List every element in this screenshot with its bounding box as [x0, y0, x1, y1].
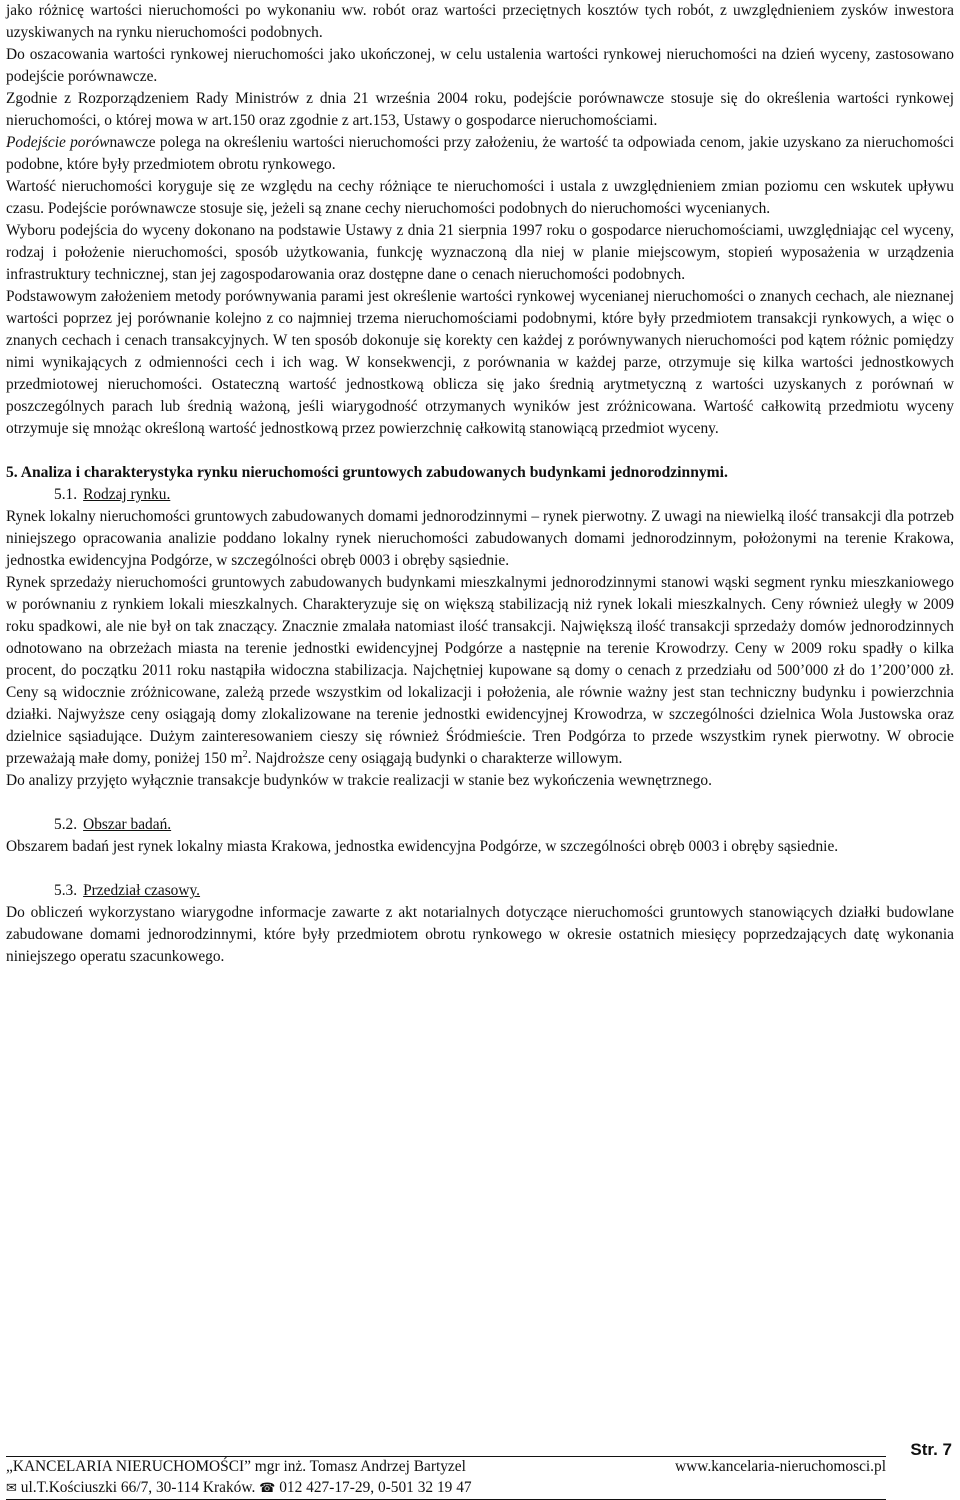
paragraph-market-analysis: [6, 572, 954, 770]
subsection-title: Rodzaj rynku.: [83, 486, 171, 503]
subsection-number: 5.1.: [54, 486, 78, 503]
page-number: Str. 7: [910, 1440, 952, 1459]
paragraph-study-area: Obszarem badań jest rynek lokalny miasta Krakowa, jednostka ewidencyjna Podgórze, w szczególności obręb 0003 i obręby sąsiednie.: [6, 838, 839, 855]
superscript: 2: [242, 748, 248, 760]
paragraph-approach-definition: [6, 132, 954, 176]
market-analysis-tail: . Najdroższe ceny osiągają budynki o charakterze willowym.: [247, 750, 623, 767]
envelope-icon: ✉: [6, 1481, 17, 1496]
website-link[interactable]: www.kancelaria-nieruchomosci.pl: [675, 1458, 886, 1475]
subsection-heading-time-range: [6, 880, 954, 902]
section-heading: 5. Analiza i charakterystyka rynku nieruchomości gruntowych zabudowanych budynkami jednorodzinnymi.: [6, 464, 728, 481]
subsection-number: 5.2.: [54, 816, 78, 833]
paragraph-valuation-difference: jako różnicę wartości nieruchomości po wykonaniu ww. robót oraz wartości przeciętnych kosztów tych robót, z uwzględnieniem zysków inwestora uzyskiwanych na rynku nieruchomości podobnych.: [6, 2, 954, 41]
paragraph-comparative-approach-choice: Do oszacowania wartości rynkowej nieruchomości jako ukończonej, w celu ustalenia wartości rynkowej nieruchomości na dzień wyceny, zastosowano podejście porównawcze.: [6, 46, 954, 85]
page-footer: [0, 1424, 960, 1500]
paragraph-approach-selection: Wyboru podejścia do wyceny dokonano na podstawie Ustawy z dnia 21 sierpnia 1997 roku o gospodarce nieruchomościami, uwzględniając cel wyceny, rodzaj i położenie nieruchomości, sposób użytkowania, funkcję wyznaczoną dla niej w planie miejscowym, stopień wyposażenia w urządzenia infrastruktury technicznej, stan jej zagospodarowania oraz dostępne dane o cenach nieruchomości podobnych.: [6, 222, 954, 283]
subsection-title: Przedział czasowy.: [83, 882, 201, 899]
paragraph-value-adjustment: Wartość nieruchomości koryguje się ze względu na cechy różniące te nieruchomości i ustala z uwzględnieniem zmian poziomu cen wskutek upływu czasu. Podejście porównawcze stosuje się, jeżeli są znane cechy nieruchomości podobnych do nieruchomości wycenianych.: [6, 178, 954, 217]
market-analysis-text: Rynek sprzedaży nieruchomości gruntowych zabudowanych budynkami mieszkalnymi jednorodzinnymi stanowi wąski segment rynku mieszkaniowego w porównaniu z rynkiem lokali mieszkalnych. Charakteryzuje się on większą stabilizacją niż rynek lokali mieszkalnych. Ceny również uległy w 2009 roku spadkowi, ale nie był on tak znaczący. Znacznie zmalała natomiast ilość transakcji. Największą ilość transakcji sprzedaży domów jednorodzinnych odnotowano na obrzeżach miasta na terenie jednostki ewidencyjnej Podgórze a następnie na terenie Krowodrzy. Ceny w 2009 roku spadły o kilka procent, do początku 2011 roku nastąpiła widoczna stabilizacja. Najchętniej kupowane są domy o cenach z przedziału od 500’000 zł do 1’200’000 zł. Ceny są widocznie zróżnicowane, zależą przede wszystkim od lokalizacji i położenia, ale równie ważny jest stan techniczny budynku i powierzchnia działki. Najwyższe ceny osiągają domy zlokalizowane na terenie jednostki ewidencyjnej Krowodrza, w szczególności dzielnica Wola Justowska oraz dzielnice sąsiadujące. Dużym zainteresowaniem cieszy się również Śródmieście. Tren Podgórza to przede wszystkim rynek pierwotny. W obrocie przeważają małe domy, poniżej 150 m: [6, 574, 954, 767]
subsection-heading-market-type: [6, 484, 954, 506]
paragraph-analysis-scope: Do analizy przyjęto wyłącznie transakcje budynków w trakcie realizacji w stanie bez wykończenia wewnętrznego.: [6, 772, 712, 789]
paragraph-regulation: Zgodnie z Rozporządzeniem Rady Ministrów z dnia 21 września 2004 roku, podejście porównawcze stosuje się do określenia wartości rynkowej nieruchomości, o której mowa w art.150 oraz zgodnie z art.153, Ustawy o gospodarce nieruchomościami.: [6, 90, 954, 129]
company-name: „KANCELARIA NIERUCHOMOŚCI” mgr inż. Tomasz Andrzej Bartyzel: [6, 1458, 466, 1475]
paragraph-pairwise-method: Podstawowym założeniem metody porównywania parami jest określenie wartości rynkowej wycenianej nieruchomości o znanych cechach, ale nieznanej wartości poprzez jej porównanie kolejno z co najmniej trzema nieruchomościami podobnymi, które były przedmiotem transakcji rynkowych, a więc o znanych cechach i cenach transakcyjnych. W ten sposób dokonuje się korekty cen każdej z porównywanych nieruchomości pod kątem różnic pomiędzy nimi wynikających z odmienności cech i ich wag. W konsekwencji, z porównania w każdej parze, otrzymuje się kilka wartości jednostkowych przedmiotowej nieruchomości. Ostateczną wartość jednostkową oblicza się jako średnią arytmetyczną z wartości uzyskanych z porównań w poszczególnych parach lub średnią ważoną, jeśli wiarygodność otrzymanych wyników jest zróżnicowana. Wartość całkowitą przedmiotu wyceny otrzymuje się mnożąc określoną wartość jednostkową przez powierzchnię całkowitą stanowiącą przedmiot wyceny.: [6, 288, 954, 437]
paragraph-local-market: Rynek lokalny nieruchomości gruntowych zabudowanych domami jednorodzinnymi – rynek pierwotny. Z uwagi na niewielką ilość transakcji dla potrzeb niniejszego opracowania analizie poddano lokalny rynek nieruchomości zabudowanych domami jednorodzinnym, położonymi na terenie Krakowa, jednostka ewidencyjna Podgórze, w szczególności obręb 0003 i obręby sąsiednie.: [6, 508, 954, 569]
subsection-heading-study-area: [6, 814, 954, 836]
footer-company-line: [6, 1456, 886, 1477]
telephone-icon: ☎: [259, 1481, 276, 1496]
footer-contact-line: [6, 1478, 886, 1500]
subsection-number: 5.3.: [54, 882, 78, 899]
italic-lead: Podejście porów: [6, 134, 110, 151]
phone-numbers: 012 427-17-29, 0-501 32 19 47: [279, 1479, 472, 1496]
subsection-title: Obszar badań.: [83, 816, 172, 833]
document-body: [6, 0, 954, 968]
paragraph-time-range: Do obliczeń wykorzystano wiarygodne informacje zawarte z akt notarialnych dotyczące nieruchomości gruntowych stanowiących działki budowlane zabudowane domami jednorodzinnymi, które były przedmiotem obrotu rynkowego w okresie ostatnich miesięcy poprzedzających datę wykonania niniejszego operatu szacunkowego.: [6, 904, 954, 965]
address-text: ul.T.Kościuszki 66/7, 30-114 Kraków.: [20, 1479, 256, 1496]
approach-text: nawcze polega na określeniu wartości nieruchomości przy założeniu, że wartość ta odpowiada cenom, jakie uzyskano za nieruchomości podobne, które były przedmiotem obrotu rynkowego.: [6, 134, 954, 173]
